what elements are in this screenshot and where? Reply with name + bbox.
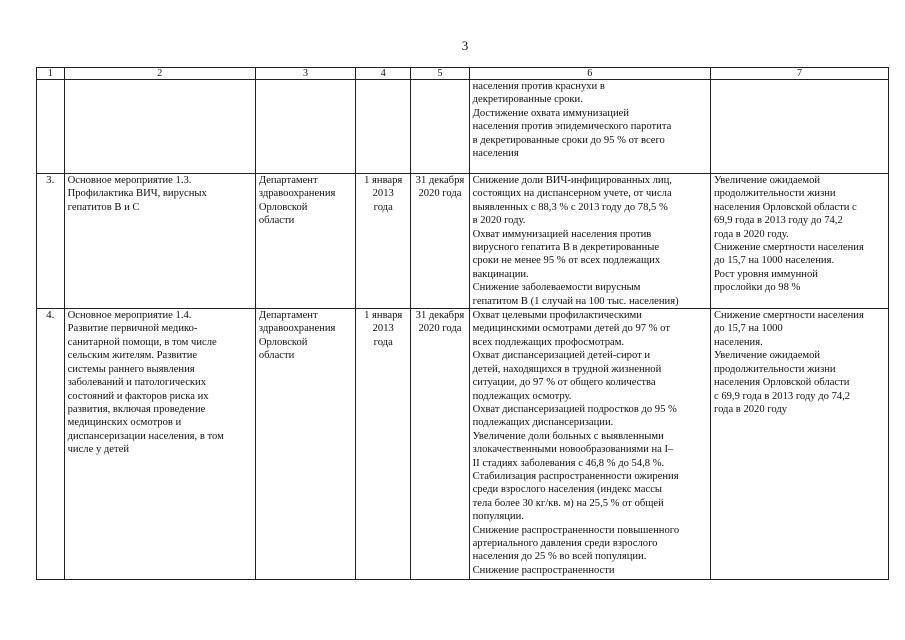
text-line: года: [373, 201, 393, 213]
text-line: в декретированные сроки до 95 % от всего: [472, 134, 665, 146]
header-cell: 1: [37, 68, 65, 80]
text-line: состоящих на диспансерном учете, от числа: [472, 188, 672, 200]
text-line: продолжительности жизни: [713, 363, 836, 375]
text-line: 2020 года: [418, 323, 462, 335]
text-line: популяции.: [472, 511, 524, 523]
header-cell: 6: [469, 68, 710, 80]
text-line: в 2020 году.: [472, 215, 526, 227]
text-line: Департамент: [258, 310, 318, 322]
text-line: Рост уровня иммунной: [713, 268, 818, 280]
text-line: медицинских осмотров и: [67, 417, 182, 429]
text-line: декретированные сроки.: [472, 94, 583, 106]
text-line: Снижение смертности населения: [713, 242, 864, 254]
indicator-link: [710, 174, 888, 309]
text-line: Охват диспансеризацией детей-сирот и: [472, 350, 651, 362]
text-line: населения Орловской области с: [713, 201, 857, 213]
text-line: Орловской: [258, 201, 308, 213]
text-line: подлежащих осмотру.: [472, 390, 572, 402]
header-cell: 7: [710, 68, 888, 80]
measure-title: [64, 309, 255, 580]
continuation-col6: [469, 80, 710, 174]
text-line: Основное мероприятие 1.3.: [67, 175, 192, 186]
text-line: системы раннего выявления: [67, 363, 195, 375]
text-line: медицинскими осмотрами детей до 97 % от: [472, 323, 670, 335]
text-line: Охват целевыми профилактическими: [472, 310, 642, 322]
text-line: области: [258, 215, 295, 227]
text-line: Снижение распространенности повышенного: [472, 524, 680, 536]
text-line: Орловской: [258, 336, 308, 348]
table-row-4: [37, 309, 889, 580]
text-line: 2020 года: [418, 188, 462, 200]
text-line: детей, находящихся в трудной жизненной: [472, 363, 662, 375]
text-line: диспансеризации населения, в том: [67, 430, 224, 442]
text-line: Снижение смертности населения: [713, 310, 864, 322]
text-line: 1 января: [364, 310, 403, 322]
measure-title: [64, 174, 255, 309]
text-line: 2013: [372, 188, 394, 200]
text-line: населения до 25 % во всей популяции.: [472, 551, 647, 563]
text-line: подлежащих диспансеризации.: [472, 417, 614, 429]
row-number: 4.: [37, 309, 65, 580]
text-line: состояний и факторов риска их: [67, 390, 209, 402]
expected-results: [469, 309, 710, 580]
text-line: населения: [472, 148, 519, 160]
text-line: населения Орловской области: [713, 377, 850, 389]
text-line: Стабилизация распространенности ожирения: [472, 470, 679, 482]
responsible-executor: [255, 174, 355, 309]
text-line: Увеличение доли больных с выявленными: [472, 430, 664, 442]
text-line: населения против краснухи в: [472, 81, 605, 92]
text-line: Снижение заболеваемости вирусным: [472, 282, 641, 294]
text-line: среди взрослого населения (индекс массы: [472, 484, 663, 496]
text-line: ситуации, до 97 % от общего количества: [472, 377, 656, 389]
text-line: гепатитом В (1 случай на 100 тыс. населения): [472, 295, 679, 307]
indicator-link: [710, 309, 888, 580]
text-line: 69,9 года в 2013 году до 74,2: [713, 215, 843, 227]
text-line: Снижение распространенности: [472, 564, 615, 576]
text-line: тела более 30 кг/кв. м) на 25,5 % от общей: [472, 497, 664, 509]
text-line: 2013: [372, 323, 394, 335]
text-line: до 15,7 на 1000: [713, 323, 783, 335]
text-line: Увеличение ожидаемой: [713, 350, 821, 362]
start-date: [356, 174, 411, 309]
text-line: здравоохранения: [258, 188, 336, 200]
text-line: Увеличение ожидаемой: [713, 175, 821, 186]
text-line: Охват иммунизацией населения против: [472, 228, 652, 240]
text-line: прослойки до 98 %: [713, 282, 801, 294]
text-line: Основное мероприятие 1.4.: [67, 310, 192, 322]
text-line: продолжительности жизни: [713, 188, 836, 200]
text-line: Достижение охвата иммунизацией: [472, 107, 630, 119]
text-line: числе у детей: [67, 444, 129, 456]
text-line: II стадиях заболевания с 46,8 % до 54,8 %.: [472, 457, 665, 469]
text-line: года в 2020 году.: [713, 228, 789, 240]
text-line: злокачественными новообразованиями на I–: [472, 444, 674, 456]
text-line: населения.: [713, 336, 763, 348]
text-line: всех подлежащих профосмотрам.: [472, 336, 625, 348]
text-line: Охват диспансеризацией подростков до 95 %: [472, 403, 677, 415]
header-cell: 2: [64, 68, 255, 80]
text-line: гепатитов В и С: [67, 201, 140, 213]
page-number: 3: [461, 38, 469, 53]
text-line: Снижение доли ВИЧ-инфицированных лиц,: [472, 175, 672, 186]
text-line: года: [373, 336, 393, 348]
header-cell: 5: [411, 68, 469, 80]
text-line: населения против эпидемического паротита: [472, 121, 672, 133]
end-date: [411, 174, 469, 309]
text-line: Профилактика ВИЧ, вирусных: [67, 188, 207, 200]
text-line: 31 декабря: [415, 310, 465, 322]
text-line: заболеваний и патологических: [67, 377, 207, 389]
text-line: области: [258, 350, 295, 362]
responsible-executor: [255, 309, 355, 580]
text-line: с 69,9 года в 2013 году до 74,2: [713, 390, 851, 402]
text-line: здравоохранения: [258, 323, 336, 335]
text-line: сельским жителям. Развитие: [67, 350, 198, 362]
start-date: [356, 309, 411, 580]
text-line: развития, включая проведение: [67, 403, 206, 415]
header-cell: 4: [356, 68, 411, 80]
text-line: до 15,7 на 1000 населения.: [713, 255, 835, 267]
row-number: 3.: [37, 174, 65, 309]
text-line: Департамент: [258, 175, 318, 186]
text-line: артериального давления среди взрослого: [472, 537, 658, 549]
header-row: [37, 68, 889, 80]
measures-table: [36, 67, 889, 580]
text-line: выявленных с 88,3 % с 2013 году до 78,5 %: [472, 201, 668, 213]
continuation-row: [37, 80, 889, 174]
table-row-3: [37, 174, 889, 309]
text-line: вирусного гепатита В в декретированные: [472, 242, 660, 254]
text-line: сроки не менее 95 % от всех подлежащих: [472, 255, 661, 267]
text-line: 31 декабря: [415, 175, 465, 186]
text-line: вакцинации.: [472, 268, 529, 280]
text-line: года в 2020 году: [713, 403, 788, 415]
header-cell: 3: [255, 68, 355, 80]
end-date: [411, 309, 469, 580]
text-line: санитарной помощи, в том числе: [67, 336, 217, 348]
text-line: Развитие первичной медико-: [67, 323, 198, 335]
text-line: 1 января: [364, 175, 403, 186]
expected-results: [469, 174, 710, 309]
